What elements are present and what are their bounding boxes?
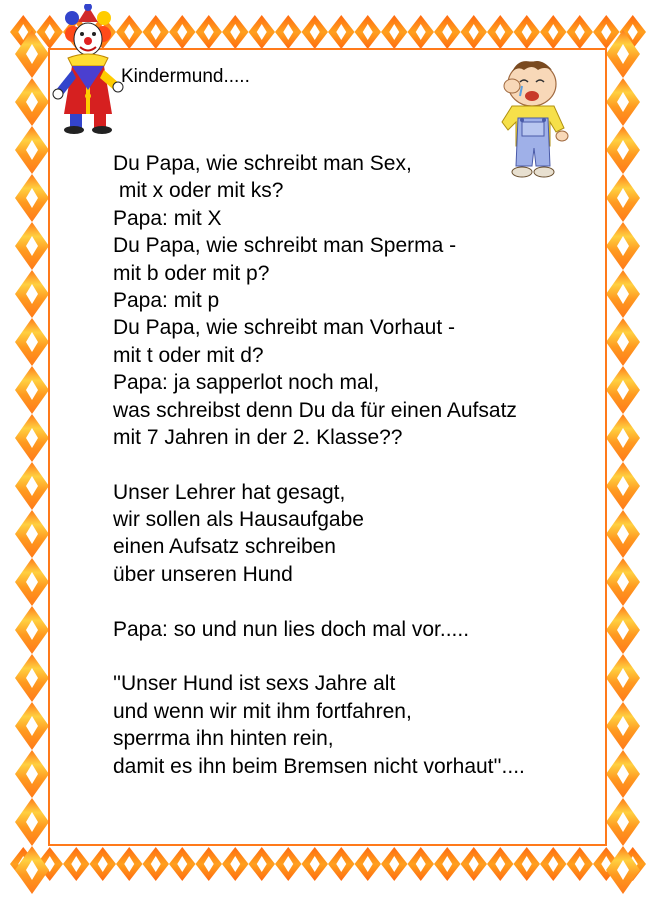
poem-line (113, 588, 525, 615)
poem-line: ''Unser Hund ist sexs Jahre alt (113, 672, 396, 696)
poem-line: mit x oder mit ks? (113, 179, 284, 203)
poem-line: Unser Lehrer hat gesagt, (113, 480, 346, 504)
poem-line: und wenn wir mit ihm fortfahren, (113, 699, 412, 723)
poem-line (113, 451, 525, 478)
poem-line: über unseren Hund (113, 562, 293, 586)
poem-line: damit es ihn beim Bremsen nicht vorhaut''.... (113, 754, 525, 778)
poem-line: Du Papa, wie schreibt man Sperma - (113, 234, 457, 258)
poem-line: Papa: ja sapperlot noch mal, (113, 371, 380, 395)
poem-line: Du Papa, wie schreibt man Sex, (113, 152, 412, 175)
clown-icon (48, 4, 128, 139)
poem-line: sperrma ihn hinten rein, (113, 727, 334, 751)
poem-line: was schreibst denn Du da für einen Aufsatz (113, 398, 517, 422)
page-title: Kindermund..... (121, 66, 250, 87)
poem-line: mit t oder mit d? (113, 343, 264, 367)
poem-line: Papa: mit p (113, 288, 220, 312)
poem-line: Du Papa, wie schreibt man Vorhaut - (113, 316, 456, 340)
poem-line: wir sollen als Hausaufgabe (113, 508, 364, 532)
poem-line: Papa: so und nun lies doch mal vor..... (113, 617, 470, 641)
poem-text (113, 150, 525, 780)
poem-line: mit 7 Jahren in der 2. Klasse?? (113, 425, 403, 449)
poem-line: einen Aufsatz schreiben (113, 535, 336, 559)
poem-line (113, 643, 525, 670)
poem-line: Papa: mit X (113, 206, 222, 230)
poem-line: mit b oder mit p? (113, 261, 270, 285)
